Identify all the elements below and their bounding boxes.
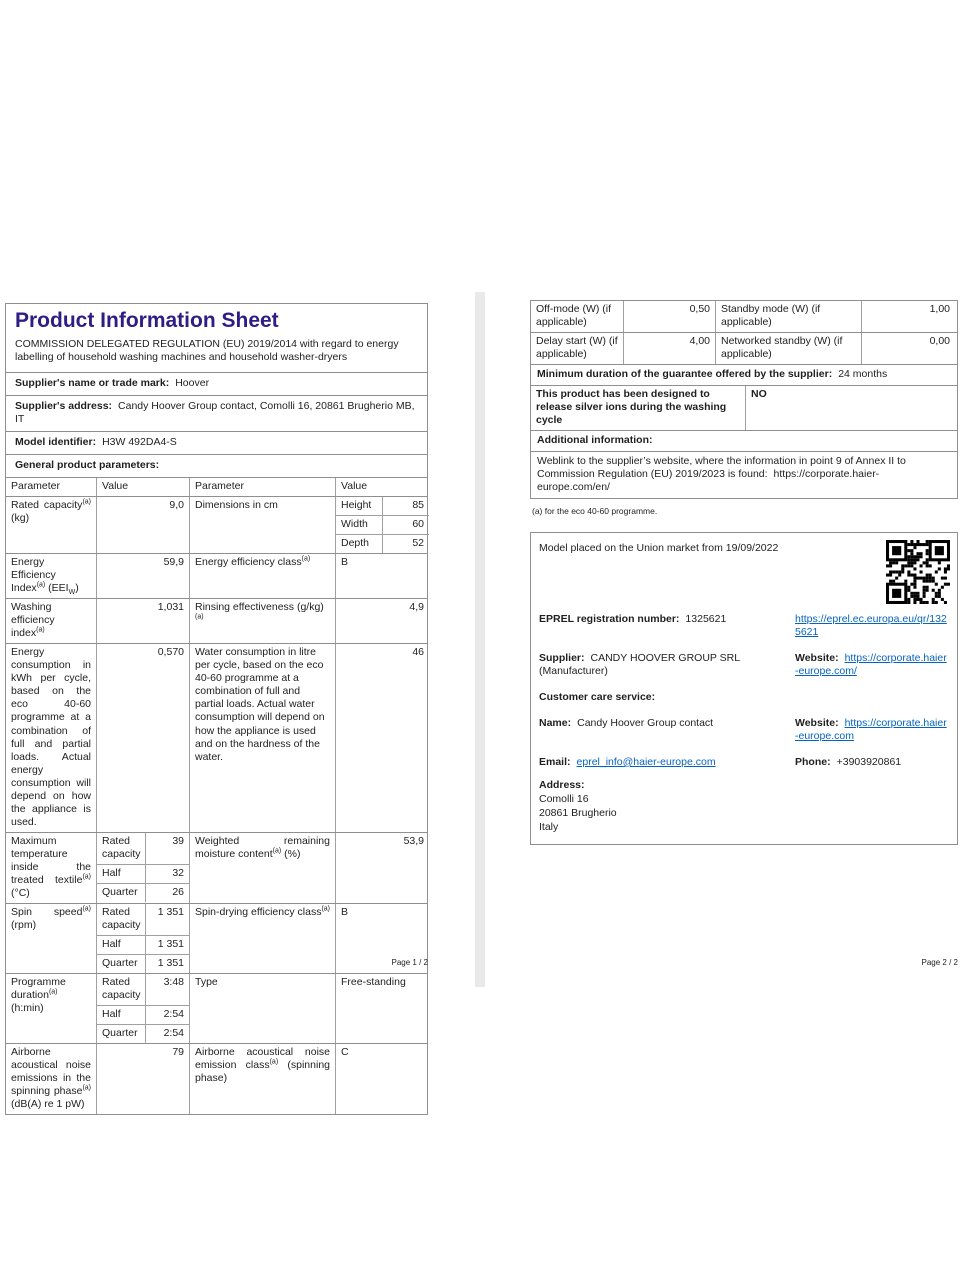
sub-label: Quarter [102, 1026, 138, 1039]
param-label: Energy efficiency class$^{(a)}$ [189, 554, 335, 598]
sub-value: 32 [145, 865, 189, 883]
page-gap-divider [475, 292, 485, 987]
page-1 [5, 303, 428, 1115]
eprel-label: EPREL registration number: [539, 612, 680, 625]
silver-ions-row [531, 385, 957, 430]
sub-row [97, 1005, 189, 1024]
param-label: Rinsing effectiveness $(g/kg)^{(a)}$ [189, 599, 335, 643]
supplier-website-cell [795, 652, 949, 678]
param-label: Dimensions in cm [189, 497, 335, 553]
phone-value: +3903920861 [836, 755, 902, 768]
table-row [531, 332, 957, 364]
supplier-value: CANDY HOOVER GROUP SRL (Manufacturer) [539, 651, 740, 677]
address-line: 20861 Brugherio [539, 806, 617, 819]
additional-info-row [531, 430, 957, 451]
table-row [6, 553, 427, 598]
sub-value: 2:54 [145, 1025, 189, 1043]
col-header: Parameter [11, 480, 61, 493]
sub-value: 2:54 [145, 1006, 189, 1024]
supplier-name-label: Supplier's name or trade mark: [15, 377, 170, 390]
sub-label: Half [102, 1007, 121, 1020]
power-modes-table [530, 300, 958, 499]
care-website-link[interactable]: https://corporate.haier-europe.com [795, 716, 947, 742]
website-label: Website: [795, 716, 839, 729]
supplier-row [539, 652, 949, 678]
eprel-number: 1325621 [685, 612, 727, 625]
param-value: 53,9 [335, 833, 429, 903]
page1-footer: Page 1 / 2 [391, 958, 428, 967]
param-value: C [335, 1044, 429, 1114]
sub-value: 26 [145, 884, 189, 902]
supplier-website-link[interactable]: https://corporate.haier-europe.com/ [795, 651, 947, 677]
table-header-row [6, 477, 427, 496]
param-value: 0,50 [623, 301, 715, 332]
param-label: Spin-drying efficiency class$^{(a)}$ [189, 904, 335, 973]
param-label: Rated capacity$^{(a)}$ (kg) [11, 498, 91, 525]
title-block [6, 304, 427, 372]
general-parameters-label: General product parameters: [15, 459, 160, 472]
param-label: Energy consumption in kWh per cycle, based on the eco 40-60 programme at a combination of full and partial loads. Actual energy consumption will depend on how the appliance is used. [11, 646, 91, 828]
sub-value: 1 351 [145, 904, 189, 935]
sub-label: Rated capacity [102, 975, 141, 1001]
param-value: B [335, 904, 429, 973]
param-label: Standby mode (W) (if applicable) [715, 301, 861, 332]
sub-row [97, 883, 189, 902]
param-label: Networked standby (W) (if applicable) [715, 333, 861, 364]
param-value: 9,0 [96, 497, 189, 553]
param-label: Washing efficiency index$^{(a)}$ [11, 601, 55, 640]
param-value: 1,00 [861, 301, 955, 332]
param-value: 59,9 [96, 554, 189, 598]
sub-value: 1 351 [145, 955, 189, 973]
email-link[interactable]: eprel_info@haier-europe.com [576, 755, 716, 768]
sub-row [97, 833, 189, 864]
sub-label: Half [102, 866, 121, 879]
sub-label: Half [102, 937, 121, 950]
sub-row [336, 534, 429, 553]
sub-value: 39 [145, 833, 189, 864]
sub-value: 1 351 [145, 936, 189, 954]
care-website-cell [795, 717, 949, 743]
supplier-address-row [6, 395, 427, 431]
load-subtable [96, 833, 189, 903]
guarantee-value: 24 months [838, 368, 888, 381]
supplier-address-value: Candy Hoover Group contact, Comolli 16, 20861 Brugherio MB, IT [15, 400, 415, 426]
param-label: Water consumption in litre per cycle, based on the eco 40-60 programme at a combination of full and partial loads. Actual water consumption will depend on how the appliance is used and on the hardness of the water. [189, 644, 335, 831]
param-value: 1,031 [96, 599, 189, 643]
sub-label: Rated capacity [102, 905, 141, 931]
model-identifier-value: H3W 492DA4-S [102, 436, 177, 449]
address-line: Italy [539, 820, 559, 833]
page-2 [530, 300, 958, 845]
load-subtable [96, 974, 189, 1043]
param-value: 4,00 [623, 333, 715, 364]
table-row [6, 832, 427, 903]
address-block [539, 779, 949, 834]
supplier-cell [539, 652, 795, 678]
additional-info-label: Additional information: [537, 434, 653, 447]
sub-label: Rated capacity [102, 834, 141, 860]
param-value: 46 [335, 644, 429, 831]
sub-label: Quarter [102, 956, 138, 969]
param-value: B [335, 554, 429, 598]
eprel-registration [539, 613, 795, 639]
param-label: Energy Efficiency Index$^{(a)}$ $(EEI_W)$ [11, 556, 79, 597]
param-label: Maximum temperature inside the treated textile$^{(a)}$ (°C) [11, 834, 91, 899]
param-value: 0,570 [96, 644, 189, 831]
silver-ions-value-text: NO [751, 388, 767, 401]
address-line: Comolli 16 [539, 792, 589, 805]
dimensions-subtable [335, 497, 429, 553]
param-value: 0,00 [861, 333, 955, 364]
sub-value: 52 [382, 535, 429, 553]
sub-row [97, 974, 189, 1005]
param-value: 79 [96, 1044, 189, 1114]
email-phone-row [539, 756, 949, 769]
col-header: Value [335, 478, 429, 496]
model-identifier-row [6, 431, 427, 454]
guarantee-label: Minimum duration of the guarantee offered by the supplier: [537, 368, 833, 381]
market-date-text: Model placed on the Union market from 19/09/2022 [539, 541, 779, 554]
param-label: Type [189, 974, 335, 1043]
guarantee-row [531, 364, 957, 385]
table-row [531, 301, 957, 332]
param-label: Airborne acoustical noise emission class$^{(a)}$ (spinning phase) [189, 1044, 335, 1114]
care-name-cell [539, 717, 795, 743]
page2-footer: Page 2 / 2 [921, 958, 958, 967]
eprel-row [539, 613, 949, 639]
phone-label: Phone: [795, 755, 831, 768]
table-row [6, 1043, 427, 1114]
eprel-link[interactable]: https://eprel.ec.europa.eu/qr/1325621 [795, 612, 947, 638]
supplier-info-box [530, 532, 958, 845]
name-label: Name: [539, 716, 572, 729]
customer-care-heading [539, 691, 949, 704]
sub-row [336, 515, 429, 534]
sub-row [97, 904, 189, 935]
sub-row [97, 935, 189, 954]
sub-row [97, 864, 189, 883]
footnote-a: (a) for the eco 40-60 programme. [532, 506, 658, 517]
supplier-address-label: Supplier's address: [15, 400, 113, 413]
email-label: Email: [539, 755, 571, 768]
param-value: 4,9 [335, 599, 429, 643]
sub-label: Quarter [102, 885, 138, 898]
col-header: Parameter [189, 478, 335, 496]
silver-ions-label [531, 386, 745, 430]
param-label: Weighted remaining moisture content$^{(a)}$ (%) [189, 833, 335, 903]
param-label: Off-mode (W) (if applicable) [536, 303, 612, 329]
sub-value: 85 [382, 497, 429, 515]
param-label: Airborne acoustical noise emissions in the spinning phase$^{(a)}$ (dB(A) re 1 pW) [11, 1045, 91, 1110]
product-info-sheet [5, 303, 428, 1115]
phone-cell [795, 756, 949, 769]
care-name-row [539, 717, 949, 743]
eprel-link-cell [795, 613, 949, 639]
table-row [6, 643, 427, 831]
table-row [6, 973, 427, 1043]
col-header: Value [96, 478, 189, 496]
sub-value: 60 [382, 516, 429, 534]
silver-ions-value [745, 386, 957, 430]
weblink-text: Weblink to the supplier’s website, where the information in point 9 of Annex II to Commission Regulation (EU) 2019/2023 is found: [537, 455, 906, 481]
param-value: Free-standing [335, 974, 429, 1043]
supplier-label: Supplier: [539, 651, 585, 664]
address-label: Address: [539, 778, 585, 791]
param-label: Delay start (W) (if applicable) [536, 335, 618, 361]
sub-label: Height [341, 499, 372, 512]
general-parameters-row [6, 454, 427, 477]
weblink-url: https://corporate.haier-europe.com/en/ [537, 468, 880, 494]
care-name-value: Candy Hoover Group contact [577, 716, 714, 729]
supplier-name-value: Hoover [175, 377, 210, 390]
sub-label: Depth [341, 537, 370, 550]
param-label: Spin speed$^{(a)}$ (rpm) [11, 905, 91, 931]
sub-row [97, 1024, 189, 1043]
supplier-name-row [6, 372, 427, 395]
table-row [6, 598, 427, 643]
silver-ions-label-text: This product has been designed to release silver ions during the washing cycle [536, 388, 727, 427]
regulation-text: COMMISSION DELEGATED REGULATION (EU) 2019/2014 with regard to energy labelling of household washing machines and household washer-dryers [15, 338, 399, 364]
website-label: Website: [795, 651, 839, 664]
sub-row [336, 497, 429, 515]
qr-code [886, 540, 950, 604]
sub-value: 3:48 [145, 974, 189, 1005]
customer-care-label: Customer care service: [539, 690, 656, 703]
table-row [6, 496, 427, 553]
sub-label: Width [341, 518, 368, 531]
model-identifier-label: Model identifier: [15, 436, 97, 449]
param-label: Programme duration$^{(a)}$ (h:min) [11, 975, 66, 1014]
email-cell [539, 756, 795, 769]
page-title: Product Information Sheet [15, 309, 279, 332]
weblink-row [531, 451, 957, 498]
